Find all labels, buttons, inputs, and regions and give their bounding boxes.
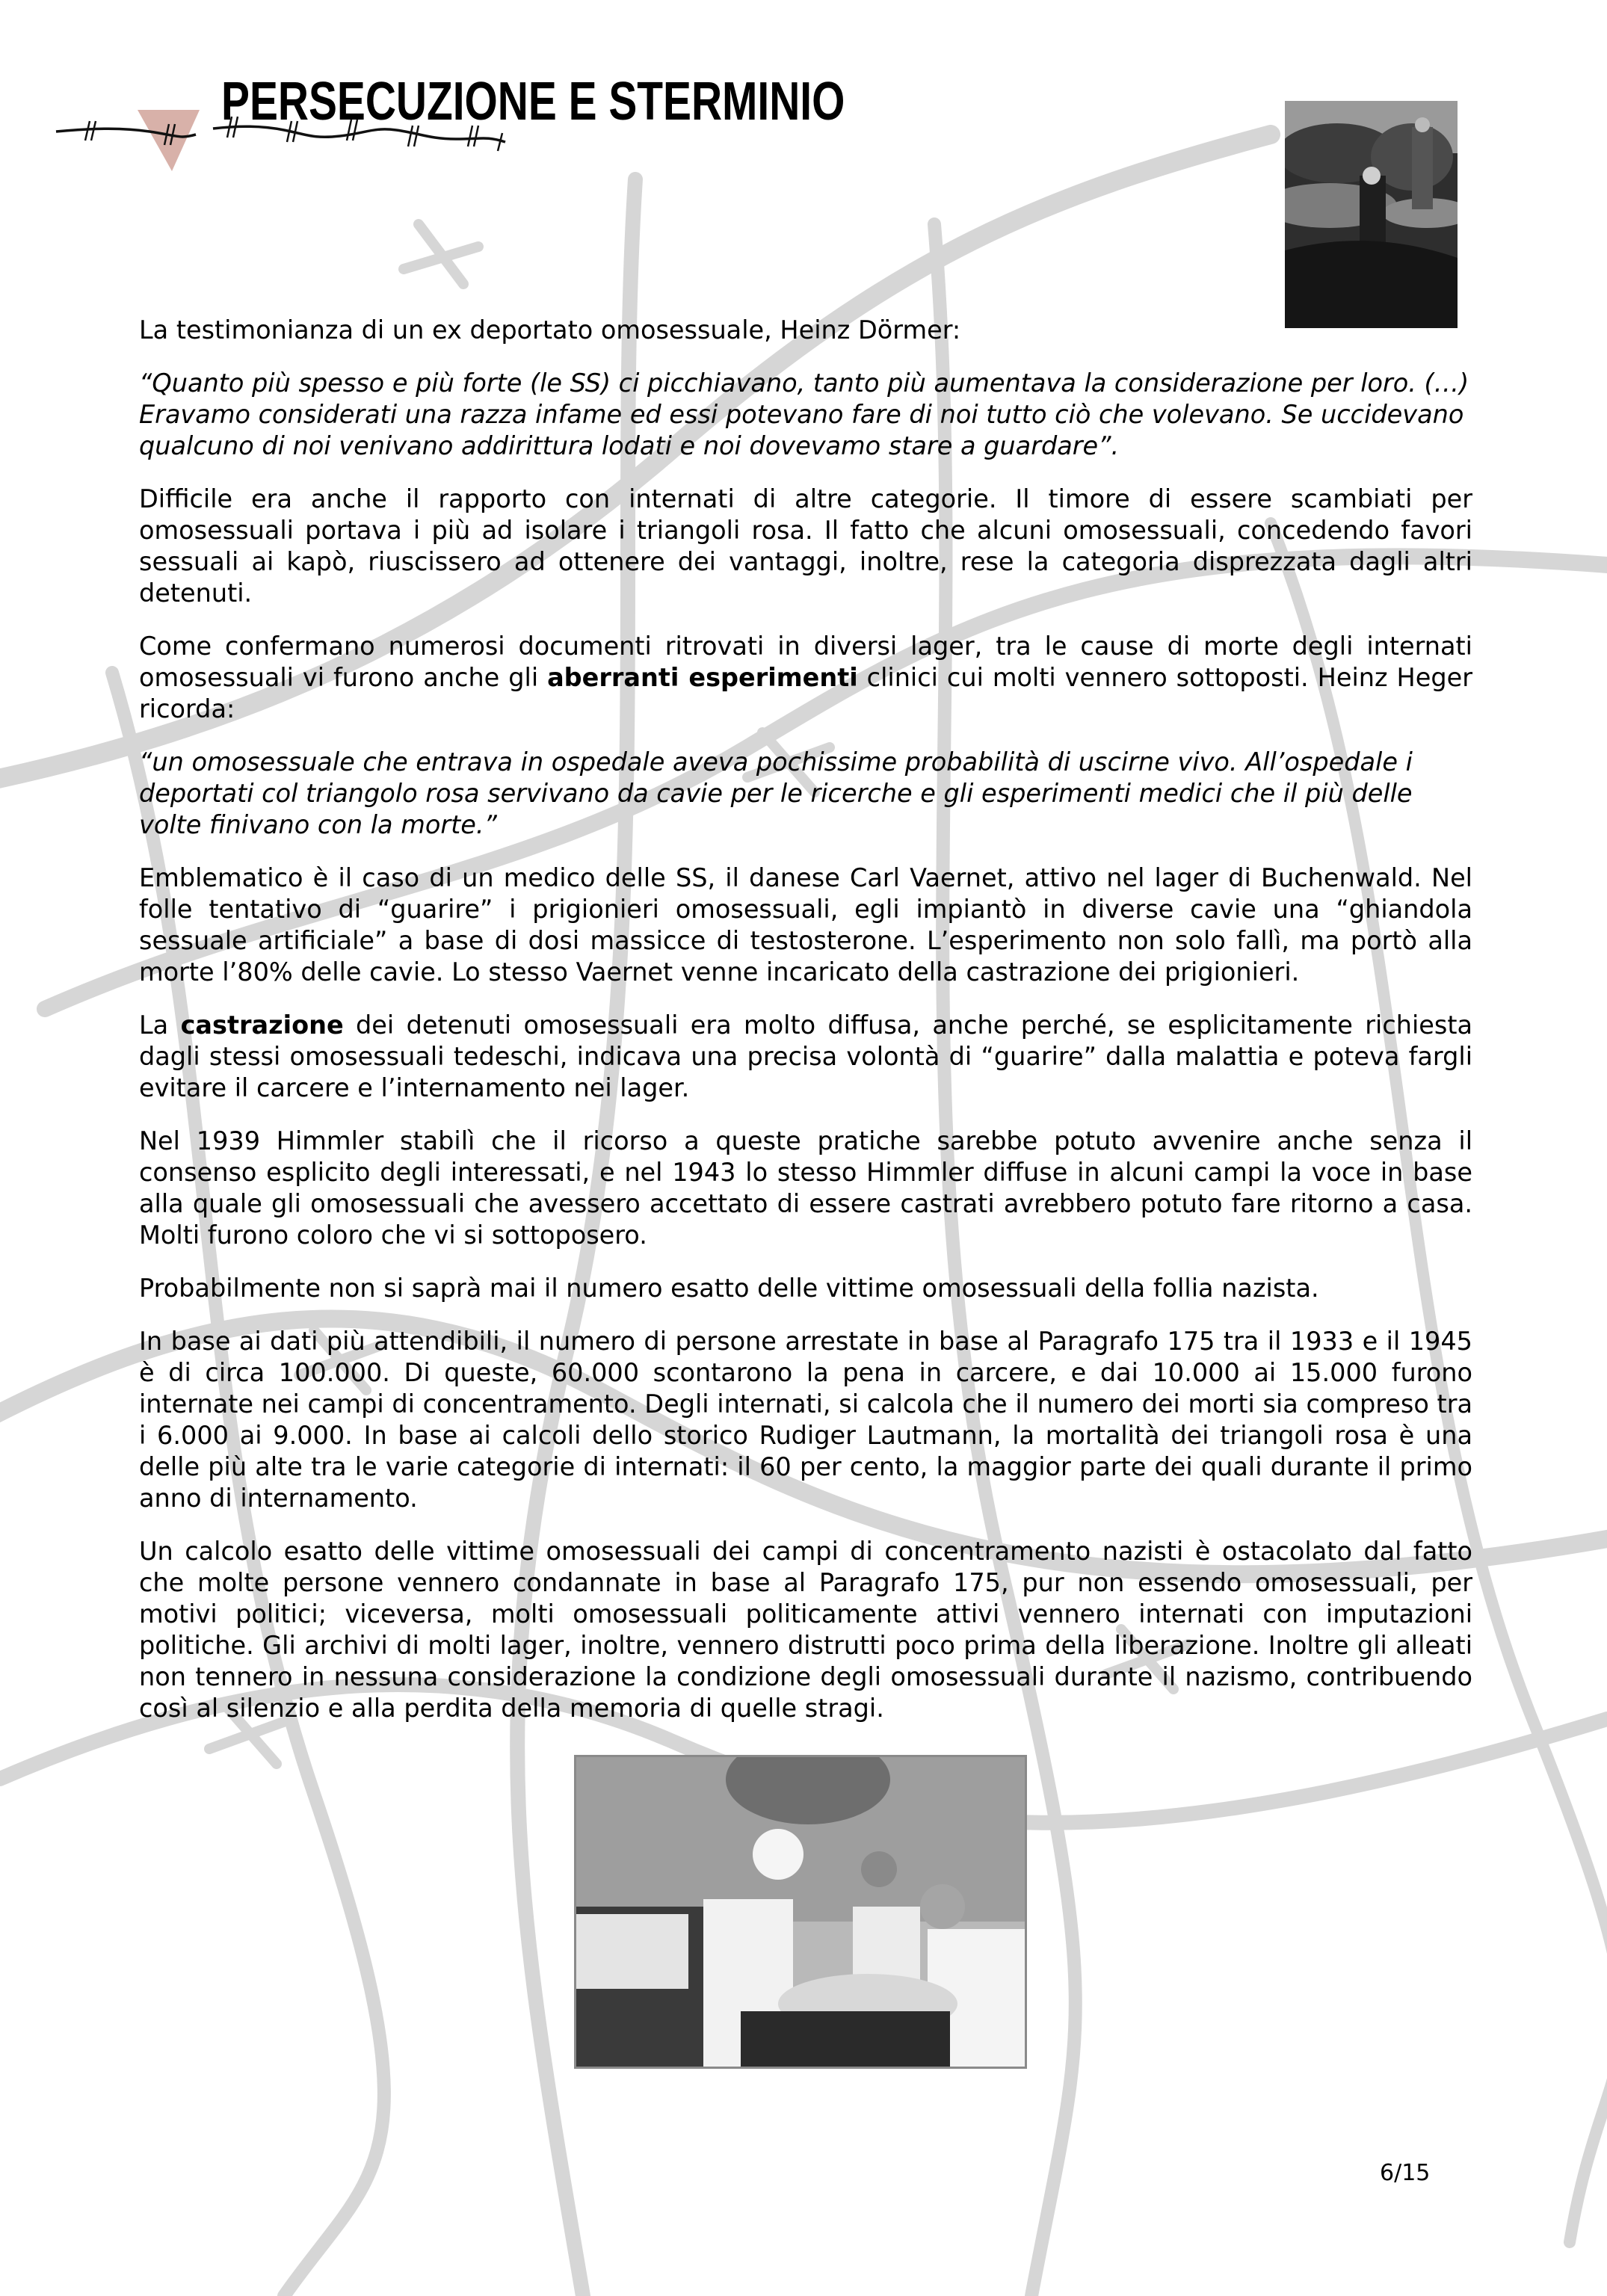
emphasis-castration: castrazione — [180, 1010, 344, 1040]
dormer-quote: “Quanto più spesso e più forte (le SS) ci picchiavano, tanto più aumentava la considerazione per loro. (…) Eravamo considerati una razza infame ed essi potevano fare di noi tutto ciò che volevano. Se uccidevano qualcuno di noi venivano addirittura lodati e noi dovevamo stare a guardare”. — [139, 368, 1469, 460]
text-span: Come confermano numerosi documenti ritrovati in diversi lager, tra le cause di morte degli internati omosessuali vi furono anche gli — [139, 632, 1472, 692]
emphasis-experiments: aberranti esperimenti — [547, 663, 858, 692]
text-span: clinici cui molti vennero sottoposti. Heinz Heger ricorda: — [139, 663, 1472, 723]
medical-experiment-photo — [574, 1755, 1027, 2069]
text-span: La — [139, 1010, 181, 1040]
paragraph-experiments — [139, 631, 1472, 725]
heger-quote: “un omosessuale che entrava in ospedale aveva pochissime probabilità di uscirne vivo. All’ospedale i deportati col triangolo rosa servivano da cavie per le ricerche e gli esperimenti medici che il più delle volte finivano con la morte.” — [139, 747, 1413, 839]
execution-photo — [1285, 101, 1458, 328]
paragraph-statistics: In base ai dati più attendibili, il numero di persone arrestate in base al Paragrafo 175 tra il 1933 e il 1945 è di circa 100.000. Di queste, 60.000 scontarono la pena in carcere, e dai 10.000 ai 15.000 furono internate nei campi di concentramento. Degli internati, si calcola che il numero dei morti sia compreso tra i 6.000 ai 9.000. In base ai calcoli dello storico Rudiger Lautmann, la mortalità dei triangoli rosa è una delle più alte tra le varie categorie di internati: il 60 per cento, la maggior parte dei quali durante il primo anno di internamento. — [139, 1327, 1472, 1513]
article-body — [139, 315, 1472, 1746]
intro-paragraph: La testimonianza di un ex deportato omosessuale, Heinz Dörmer: — [139, 315, 961, 345]
paragraph-unknown-number: Probabilmente non si saprà mai il numero esatto delle vittime omosessuali della follia nazista. — [139, 1274, 1319, 1303]
paragraph-castration — [139, 1010, 1472, 1104]
paragraph-himmler: Nel 1939 Himmler stabilì che il ricorso a queste pratiche sarebbe potuto avvenire anche senza il consenso esplicito degli interessati, e nel 1943 lo stesso Himmler diffuse in alcuni campi la voce in base alla quale gli omosessuali che avessero accettato di essere castrati avrebbero potuto fare ritorno a casa. Molti furono coloro che vi si sottoposero. — [139, 1126, 1472, 1250]
pink-triangle-icon — [138, 110, 200, 171]
page-number: 6/15 — [1380, 2160, 1431, 2186]
page-title: PERSECUZIONE E STERMINIO — [221, 72, 845, 132]
paragraph-vaernet: Emblematico è il caso di un medico delle SS, il danese Carl Vaernet, attivo nel lager di Buchenwald. Nel folle tentativo di “guarire” i prigionieri omosessuali, egli impiantò in diverse cavie una “ghiandola sessuale artificiale” a base di dosi massicce di testosterone. L’esperimento non solo fallì, ma portò alla morte l’80% delle cavie. Lo stesso Vaernet venne incaricato della castrazione dei prigionieri. — [139, 863, 1472, 987]
paragraph-calculation: Un calcolo esatto delle vittime omosessuali dei campi di concentramento nazisti è ostacolato dal fatto che molte persone vennero condannate in base al Paragrafo 175, pur non essendo omosessuali, per motivi politici; viceversa, molti omosessuali politicamente attivi vennero internati con imputazioni politiche. Gli archivi di molti lager, inoltre, vennero distrutti poco prima della liberazione. Inoltre gli alleati non tennero in nessuna considerazione la condizione degli omosessuali durante il nazismo, contribuendo così al silenzio e alla perdita della memoria di quelle stragi. — [139, 1537, 1472, 1723]
paragraph-relations: Difficile era anche il rapporto con internati di altre categorie. Il timore di essere scambiati per omosessuali portava i più ad isolare i triangoli rosa. Il fatto che alcuni omosessuali, concedendo favori sessuali ai kapò, riuscissero ad ottenere dei vantaggi, inoltre, rese la categoria disprezzata dagli altri detenuti. — [139, 484, 1472, 608]
text-span: dei detenuti omosessuali era molto diffusa, anche perché, se esplicitamente richiesta dagli stessi omosessuali tedeschi, indicava una precisa volontà di “guarire” dalla malattia e poteva fargli evitare il carcere e l’internamento nei lager. — [139, 1010, 1472, 1102]
